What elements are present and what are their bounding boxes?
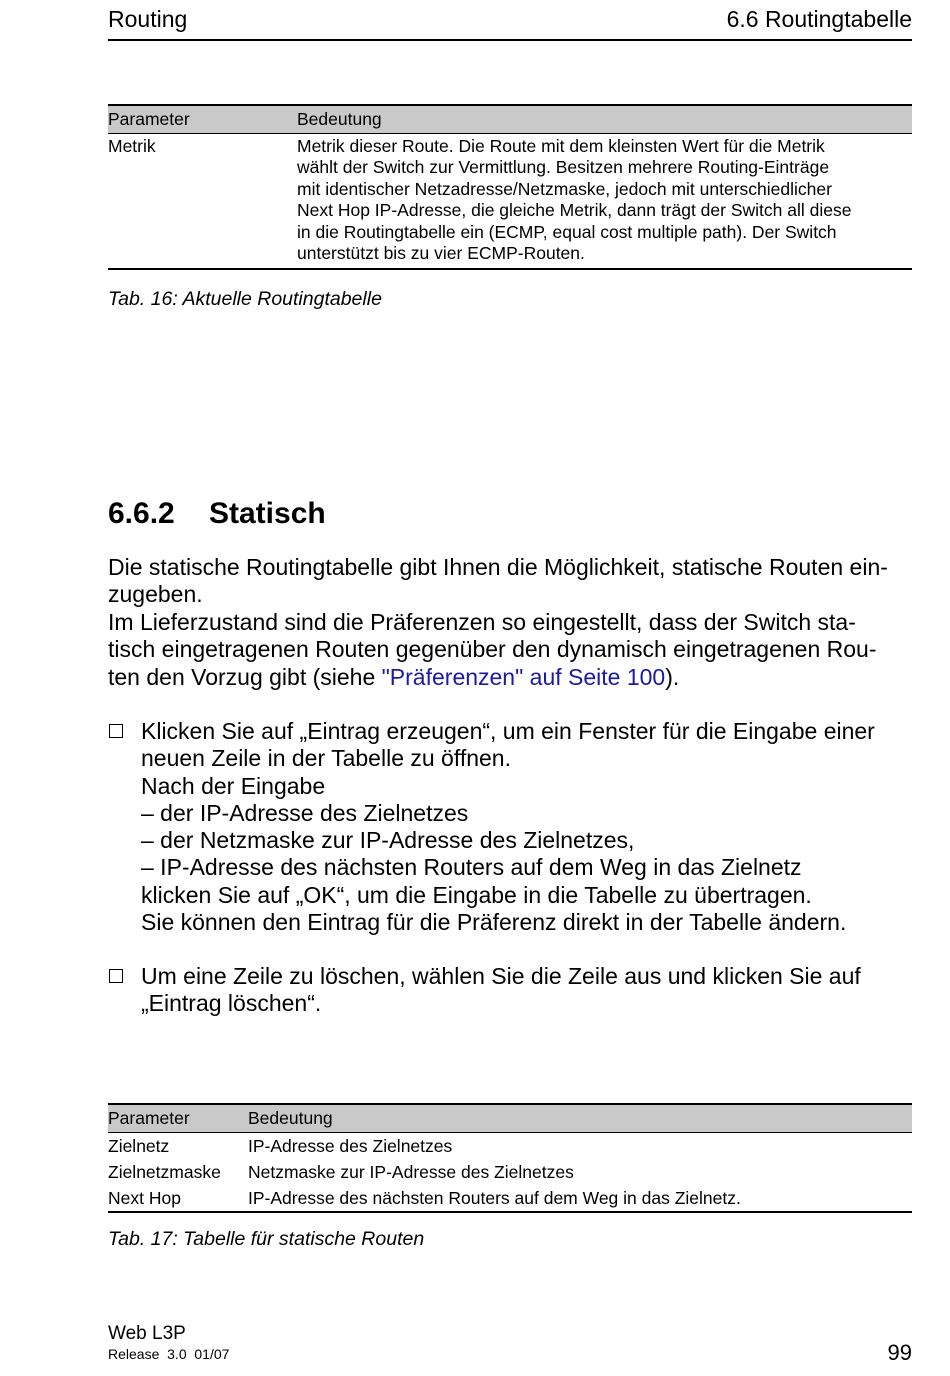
text-line: unterstützt bis zu vier ECMP-Routen. xyxy=(297,243,585,263)
text-line: Nach der Eingabe xyxy=(141,772,326,799)
instruction-delete-entry xyxy=(141,963,921,1018)
text-line: Metrik dieser Route. Die Route mit dem kleinsten Wert für die Metrik xyxy=(297,135,825,156)
table-caption: Tab. 17: Tabelle für statische Routen xyxy=(108,1228,425,1250)
table-header-row xyxy=(108,1104,912,1132)
text-line: – IP-Adresse des nächsten Routers auf dem Weg in das Zielnetz xyxy=(141,854,802,881)
text-line: mit identischer Netzadresse/Netzmaske, jedoch mit unterschiedlicher xyxy=(297,178,832,199)
text-line: in die Routingtabelle ein (ECMP, equal cost multiple path). Der Switch xyxy=(297,221,837,242)
checkbox-bullet-icon xyxy=(109,724,123,738)
header-rule xyxy=(108,39,912,41)
text-line: – der Netzmaske zur IP-Adresse des Zielnetzes, xyxy=(141,827,635,854)
table-cell-parameter: Next Hop xyxy=(108,1185,248,1212)
text-line: – der IP-Adresse des Zielnetzes xyxy=(141,799,469,826)
table-row xyxy=(108,1185,912,1212)
text-line: wählt der Switch zur Vermittlung. Besitzen mehrere Routing-Einträge xyxy=(297,157,830,177)
text-segment: ). xyxy=(665,663,680,690)
column-header-parameter: Parameter xyxy=(108,1104,248,1132)
section-number: 6.6.2 xyxy=(108,497,175,530)
instruction-create-entry xyxy=(141,718,921,936)
header-section: 6.6 Routingtabelle xyxy=(726,6,912,32)
table-row xyxy=(108,1132,912,1159)
footer-product: Web L3P xyxy=(108,1323,186,1344)
table-current-routing xyxy=(108,104,912,270)
text-segment: ten den Vorzug gibt (siehe xyxy=(108,663,382,690)
column-header-meaning: Bedeutung xyxy=(248,1104,912,1132)
table-cell-meaning: IP-Adresse des Zielnetzes xyxy=(248,1135,453,1156)
header-chapter: Routing xyxy=(108,6,188,32)
column-header-parameter: Parameter xyxy=(108,105,297,133)
table-cell-meaning: Netzmaske zur IP-Adresse des Zielnetzes xyxy=(248,1161,574,1182)
table-cell-meaning: IP-Adresse des nächsten Routers auf dem Weg in das Zielnetz. xyxy=(248,1185,912,1212)
text-line: „Eintrag löschen“. xyxy=(141,990,322,1017)
cross-reference-link[interactable]: "Präferenzen" auf Seite 100 xyxy=(381,663,666,690)
text-line: Um eine Zeile zu löschen, wählen Sie die Zeile aus und klicken Sie auf xyxy=(141,963,861,989)
table-header-row xyxy=(108,105,912,133)
text-line: klicken Sie auf „OK“, um die Eingabe in die Tabelle zu übertragen. xyxy=(141,881,812,908)
page-number: 99 xyxy=(887,1340,912,1365)
section-title: Statisch xyxy=(209,497,326,530)
footer-release: Release 3.0 01/07 xyxy=(108,1346,230,1362)
text-line: zugeben. xyxy=(108,581,203,608)
checkbox-bullet-icon xyxy=(109,969,123,983)
text-line: Sie können den Eintrag für die Präferenz direkt in der Tabelle ändern. xyxy=(141,909,847,936)
table-row xyxy=(108,133,912,269)
text-line xyxy=(108,664,912,691)
text-line: Klicken Sie auf „Eintrag erzeugen“, um ein Fenster für die Eingabe einer xyxy=(141,718,875,744)
table-cell-parameter: Zielnetzmaske xyxy=(108,1161,221,1182)
table-static-routes xyxy=(108,1103,912,1213)
column-header-meaning: Bedeutung xyxy=(297,105,912,133)
table-cell-parameter: Zielnetz xyxy=(108,1135,170,1156)
table-cell-parameter: Metrik xyxy=(108,133,297,269)
table-row xyxy=(108,1159,912,1185)
table-caption: Tab. 16: Aktuelle Routingtabelle xyxy=(108,288,382,310)
text-line: Die statische Routingtabelle gibt Ihnen die Möglichkeit, statische Routen ein- xyxy=(108,554,888,580)
text-line: Im Lieferzustand sind die Präferenzen so eingestellt, dass der Switch sta- xyxy=(108,608,856,635)
intro-paragraph xyxy=(108,554,912,691)
text-line: Next Hop IP-Adresse, die gleiche Metrik, dann trägt der Switch all diese xyxy=(297,200,852,220)
text-line: tisch eingetragenen Routen gegenüber den dynamisch eingetragenen Rou- xyxy=(108,636,877,663)
text-line: neuen Zeile in der Tabelle zu öffnen. xyxy=(141,745,511,772)
table-cell-meaning xyxy=(297,133,912,269)
